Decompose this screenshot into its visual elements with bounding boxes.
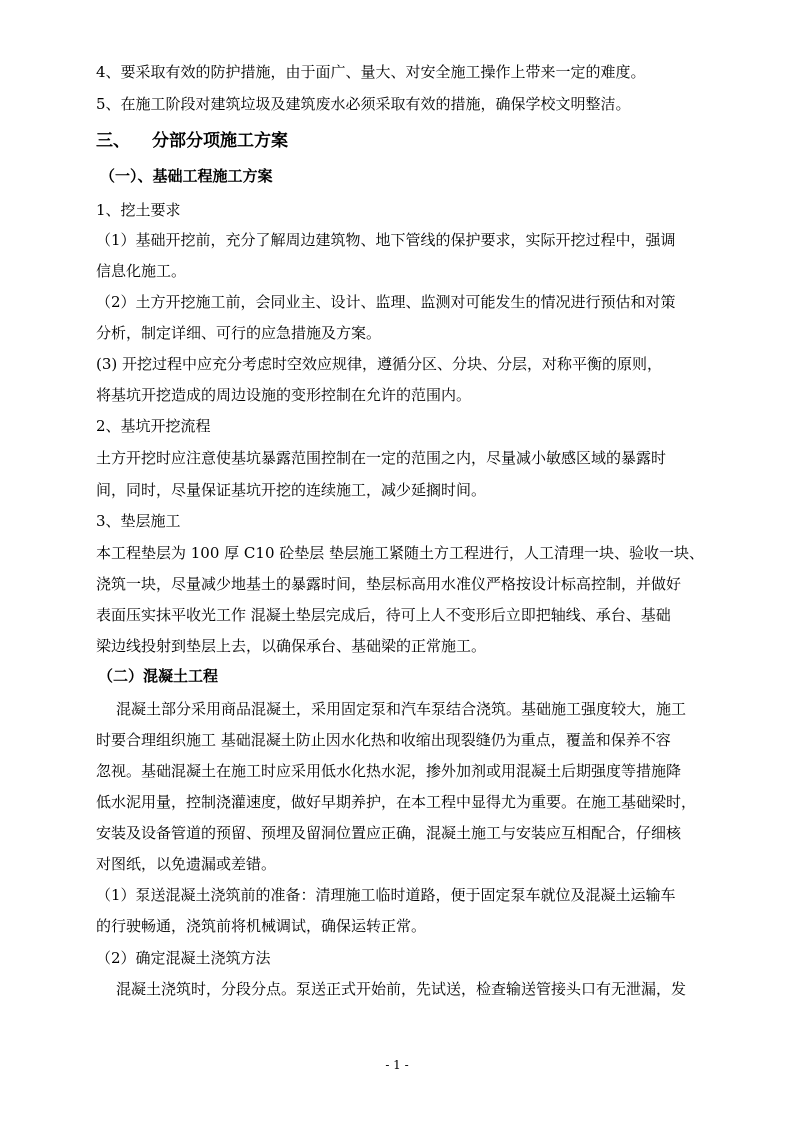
item-heading: 2、基坑开挖流程 — [96, 417, 211, 435]
paragraph-line: 浇筑一块，尽量减少地基土的暴露时间，垫层标高用水准仪严格按设计标高控制，并做好 — [96, 575, 682, 593]
paragraph-line: 安装及设备管道的预留、预埋及留洞位置应正确，混凝土施工与安装应互相配合，仔细核 — [96, 824, 682, 842]
paragraph-line: 土方开挖时应注意使基坑暴露范围控制在一定的范围之内，尽量减小敏感区域的暴露时 — [96, 449, 667, 467]
page-number: - 1 - — [385, 1058, 409, 1072]
paragraph-line: 混凝土浇筑时，分段分点。泵送正式开始前，先试送，检查输送管接头口有无泄漏，发 — [116, 980, 687, 998]
subsection-heading: （二）混凝土工程 — [98, 667, 219, 685]
paragraph-line: 的行驶畅通，浇筑前将机械调试，确保运转正常。 — [96, 917, 427, 935]
paragraph-line: 时要合理组织施工 基础混凝土防止因水化热和收缩出现裂缝仍为重点，覆盖和保养不容 — [96, 731, 671, 749]
paragraph-line: 低水泥用量，控制浇灌速度，做好早期养护，在本工程中显得尤为重要。在施工基础梁时， — [96, 793, 697, 811]
paragraph-line: 梁边线投射到垫层上去，以确保承台、基础梁的正常施工。 — [96, 637, 487, 655]
paragraph-line: 间，同时，尽量保证基坑开挖的连续施工，减少延搁时间。 — [96, 481, 487, 499]
paragraph-line: 将基坑开挖造成的周边设施的变形控制在允许的范围内。 — [96, 386, 472, 404]
paragraph-line: 表面压实抹平收光工作 混凝土垫层完成后，待可上人不变形后立即把轴线、承台、基础 — [96, 606, 671, 624]
paragraph-line: 信息化施工。 — [96, 262, 187, 280]
section-title: 分部分项施工方案 — [152, 131, 288, 151]
item-heading: 1、挖土要求 — [96, 201, 181, 219]
paragraph-line: 5、在施工阶段对建筑垃圾及建筑废水必须采取有效的措施，确保学校文明整洁。 — [96, 95, 631, 113]
item-heading: （2）确定混凝土浇筑方法 — [96, 949, 271, 967]
paragraph-line: 忽视。基础混凝土在施工时应采用低水化热水泥，掺外加剂或用混凝土后期强度等措施降 — [96, 762, 682, 780]
paragraph-line: 分析，制定详细、可行的应急措施及方案。 — [96, 324, 382, 342]
paragraph-line: （1）泵送混凝土浇筑前的准备：清理施工临时道路，便于固定泵车就位及混凝土运输车 — [96, 886, 676, 904]
paragraph-line: 混凝土部分采用商品混凝土，采用固定泵和汽车泵结合浇筑。基础施工强度较大，施工 — [116, 700, 687, 718]
paragraph-line: (3) 开挖过程中应充分考虑时空效应规律，遵循分区、分块、分层，对称平衡的原则， — [96, 355, 663, 373]
paragraph-line: 4、要采取有效的防护措施，由于面广、量大、对安全施工操作上带来一定的难度。 — [96, 63, 646, 81]
subsection-heading: （一）、基础工程施工方案 — [100, 167, 273, 185]
paragraph-line: 对图纸，以免遗漏或差错。 — [96, 855, 277, 873]
paragraph-line: （1）基础开挖前，充分了解周边建筑物、地下管线的保护要求，实际开挖过程中，强调 — [96, 231, 676, 249]
section-heading — [96, 130, 288, 152]
paragraph-line: （2）土方开挖施工前，会同业主、设计、监理、监测对可能发生的情况进行预估和对策 — [96, 293, 676, 311]
item-heading: 3、垫层施工 — [96, 512, 181, 530]
paragraph-line: 本工程垫层为 100 厚 C10 砼垫层 垫层施工紧随土方工程进行，人工清理一块、验收一块、 — [96, 544, 705, 562]
section-number: 三、 — [96, 131, 130, 151]
